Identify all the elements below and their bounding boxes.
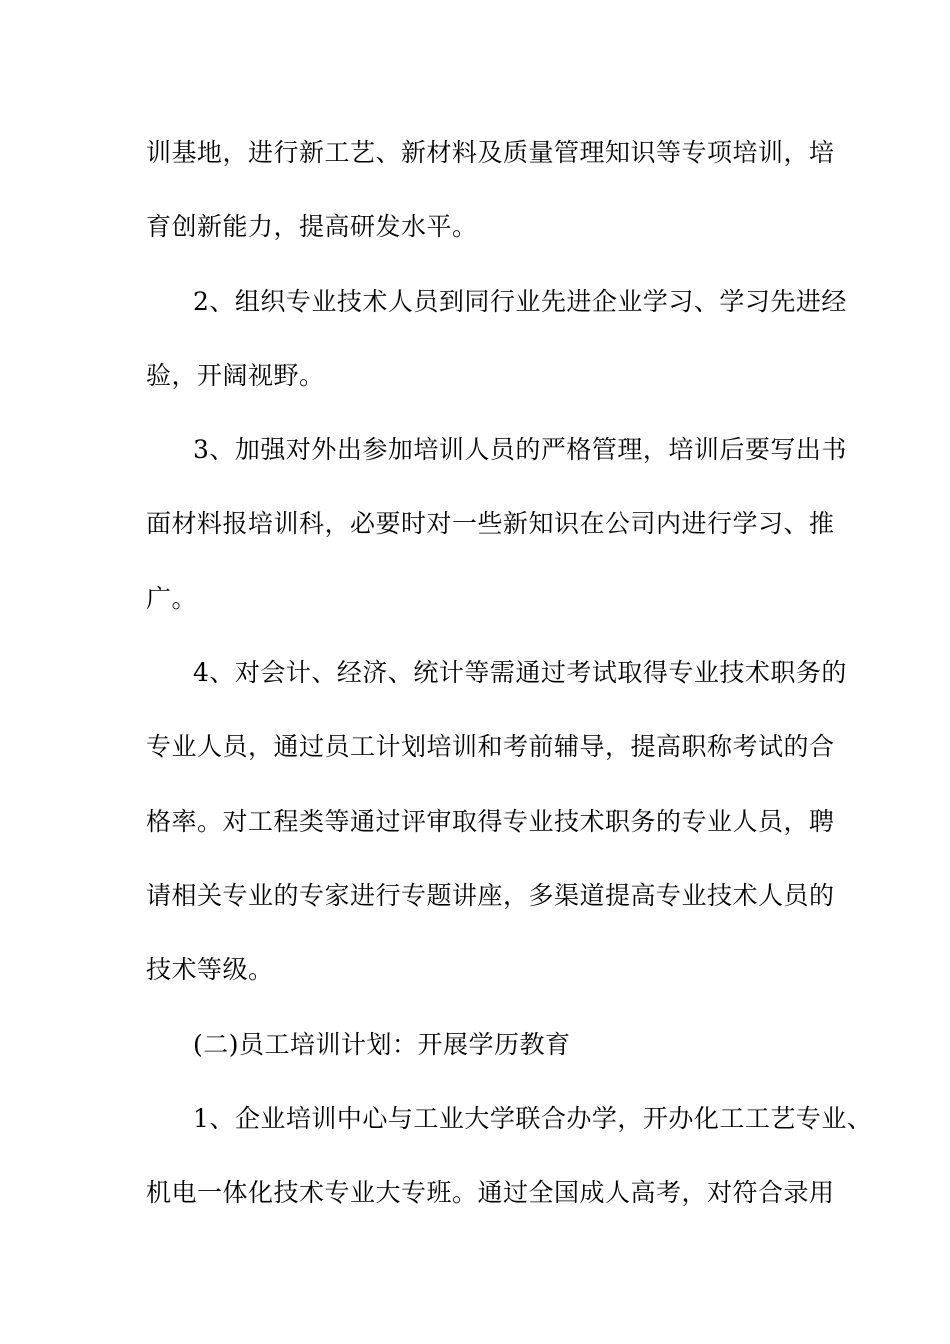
text-line: 面材料报培训科，必要时对一些新知识在公司内进行学习、推	[146, 509, 835, 538]
section-heading: (二)员工培训计划：开展学历教育	[193, 1030, 571, 1059]
text-line: 验，开阔视野。	[146, 361, 325, 390]
text-line: 广。	[146, 584, 198, 613]
text-line: 1、企业培训中心与工业大学联合办学，开办化工工艺专业、	[193, 1104, 873, 1133]
text-line: 专业人员，通过员工计划培训和考前辅导，提高职称考试的合	[146, 732, 835, 761]
text-line: 2、组织专业技术人员到同行业先进企业学习、学习先进经	[193, 287, 847, 316]
text-line: 请相关专业的专家进行专题讲座，多渠道提高专业技术人员的	[146, 881, 835, 910]
text-line: 格率。对工程类等通过评审取得专业技术职务的专业人员，聘	[146, 807, 835, 836]
text-line: 3、加强对外出参加培训人员的严格管理，培训后要写出书	[193, 435, 847, 464]
text-line: 育创新能力，提高研发水平。	[146, 212, 478, 241]
text-line: 机电一体化技术专业大专班。通过全国成人高考，对符合录用	[146, 1178, 835, 1207]
text-line: 训基地，进行新工艺、新材料及质量管理知识等专项培训，培	[146, 138, 835, 167]
text-line: 4、对会计、经济、统计等需通过考试取得专业技术职务的	[193, 658, 847, 687]
text-line: 技术等级。	[146, 955, 274, 984]
